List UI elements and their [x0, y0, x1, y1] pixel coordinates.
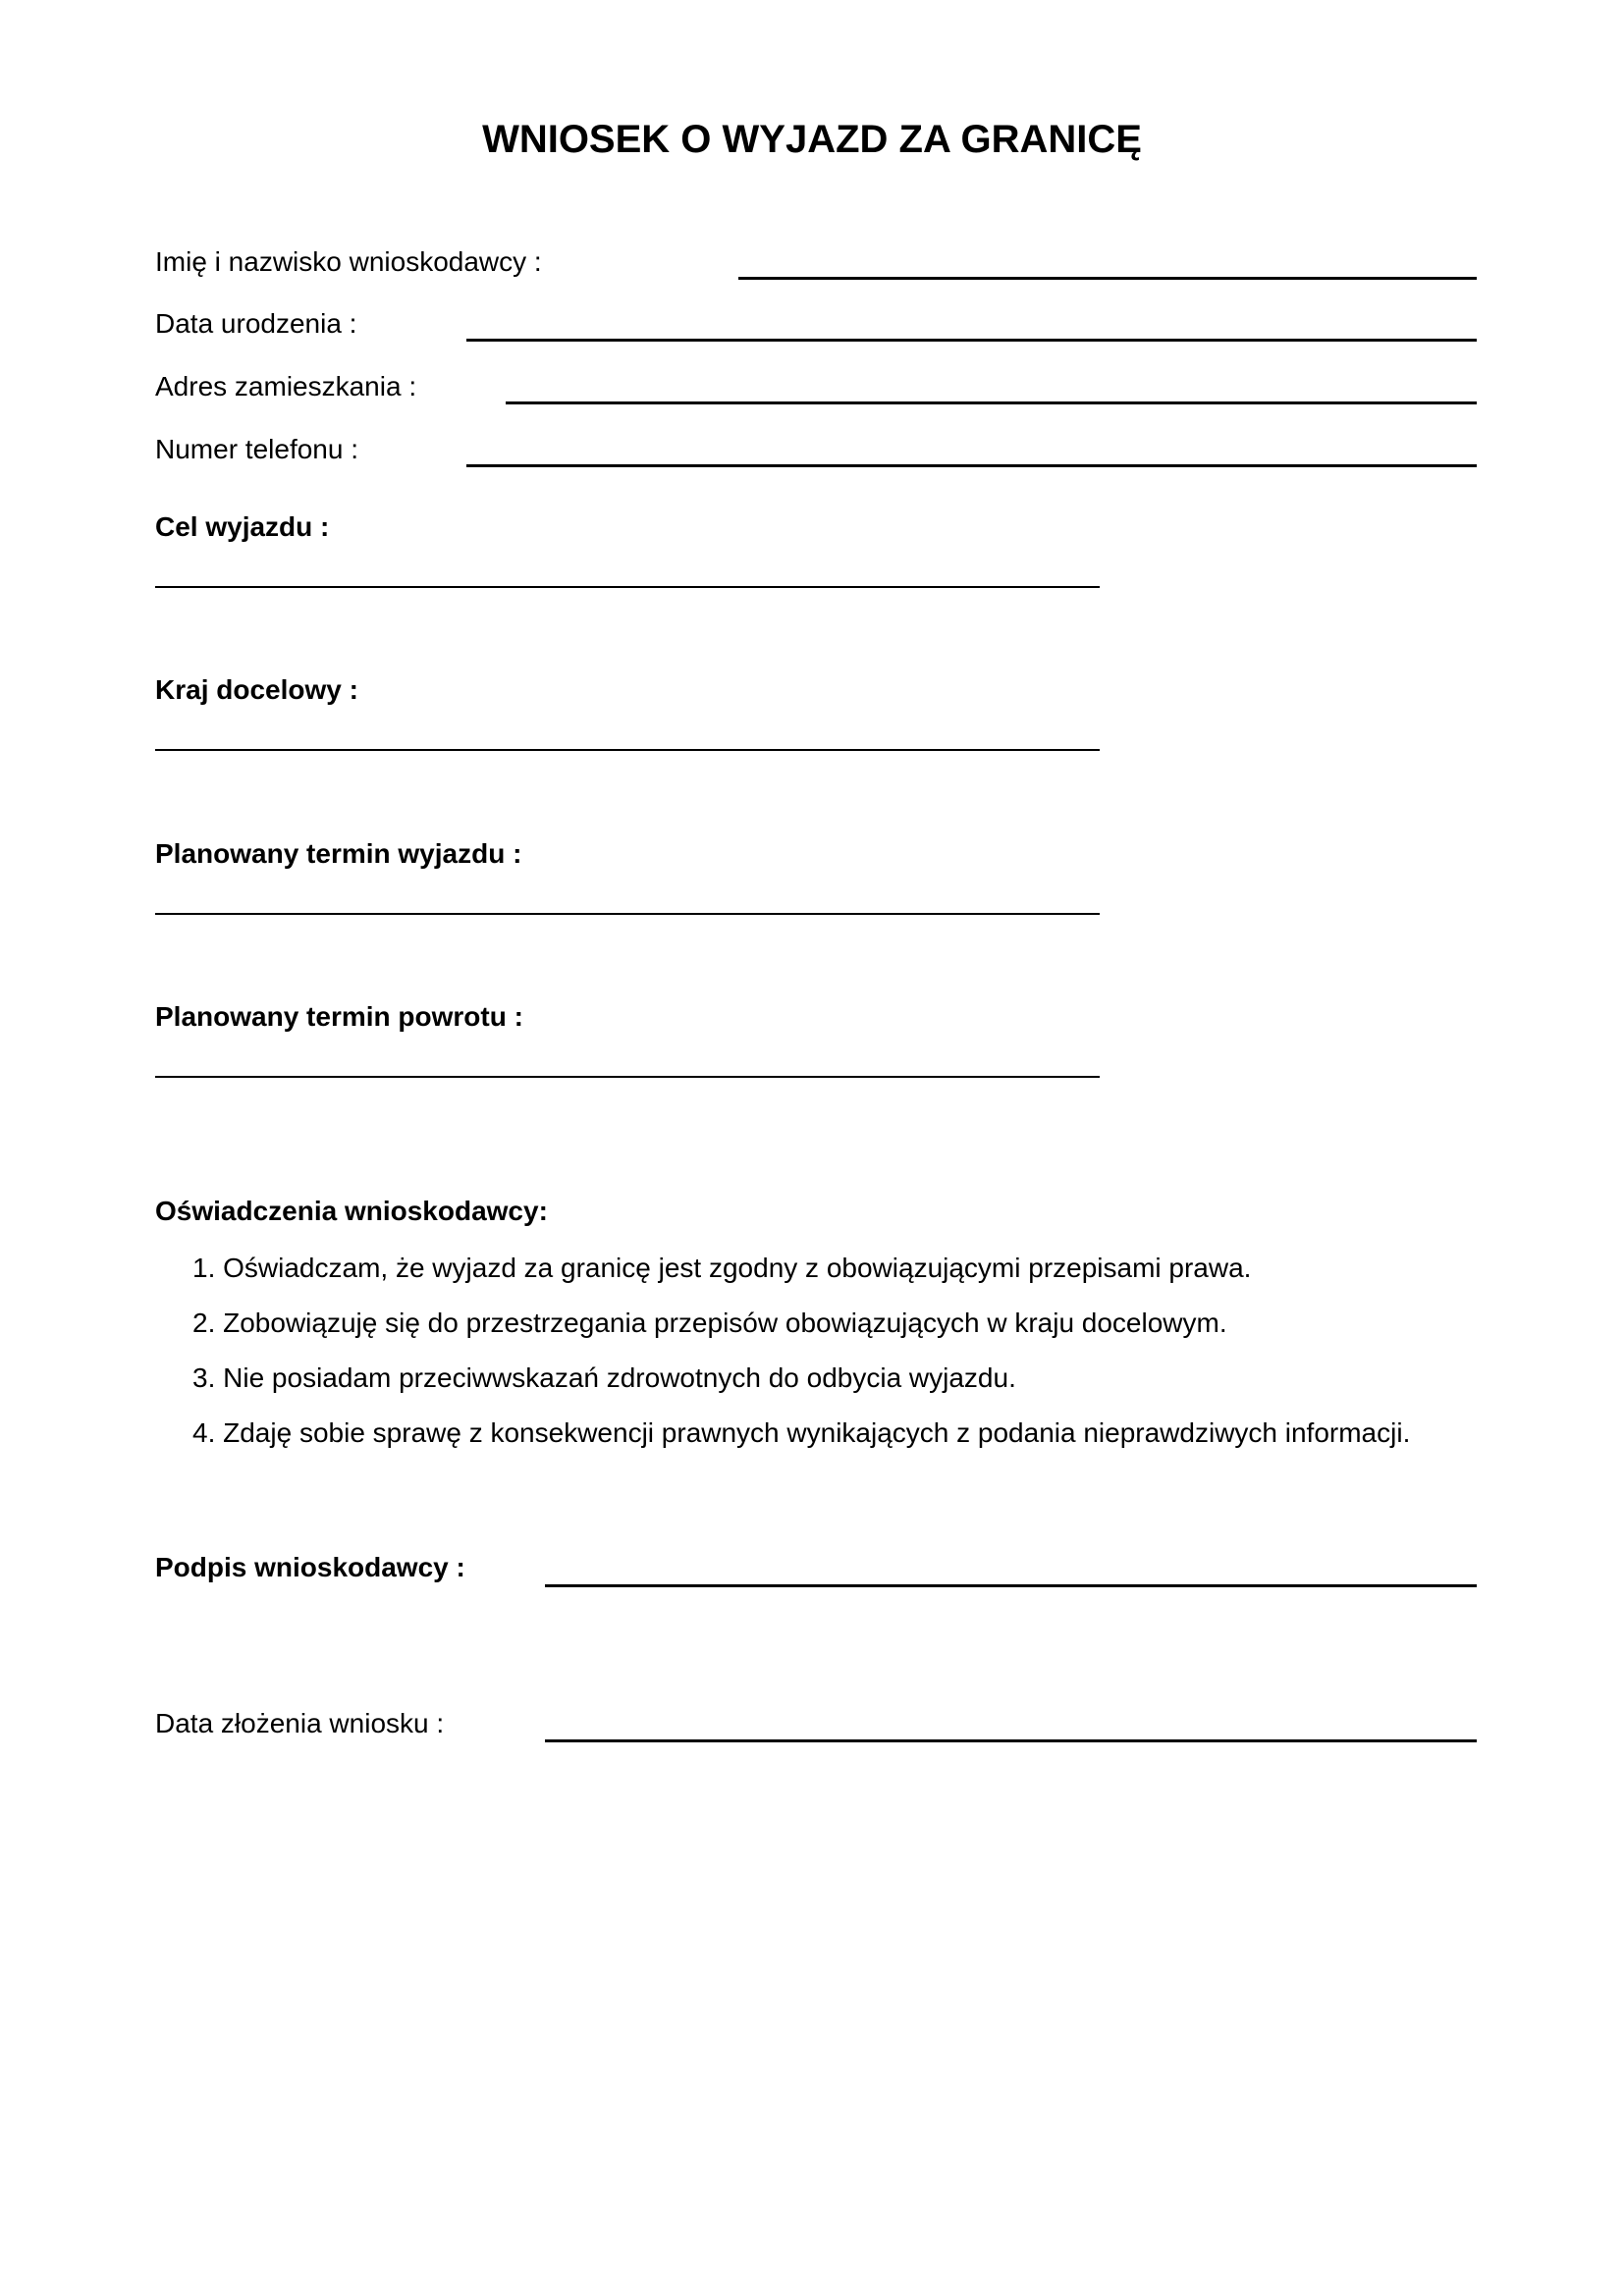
return-date-field[interactable] — [155, 1076, 1100, 1078]
signature-field[interactable] — [545, 1584, 1477, 1587]
departure-date-label: Planowany termin wyjazdu : — [155, 838, 522, 869]
address-label: Adres zamieszkania : — [155, 371, 417, 401]
birth-date-field[interactable] — [466, 339, 1477, 342]
submission-date-field[interactable] — [545, 1739, 1477, 1742]
applicant-name-label: Imię i nazwisko wnioskodawcy : — [155, 246, 542, 277]
declaration-item: 2. Zobowiązuję się do przestrzegania przepisów obowiązujących w kraju docelowym. — [192, 1308, 1227, 1338]
declarations-list — [155, 1249, 1410, 1468]
signature-label: Podpis wnioskodawcy : — [155, 1552, 465, 1582]
destination-country-field[interactable] — [155, 749, 1100, 751]
trip-purpose-field[interactable] — [155, 586, 1100, 588]
submission-date-label: Data złożenia wniosku : — [155, 1708, 445, 1738]
return-date-label: Planowany termin powrotu : — [155, 1001, 523, 1032]
birth-date-label: Data urodzenia : — [155, 308, 357, 339]
applicant-name-field[interactable] — [738, 277, 1477, 280]
destination-country-label: Kraj docelowy : — [155, 674, 358, 705]
declaration-item: 4. Zdaję sobie sprawę z konsekwencji prawnych wynikających z podania nieprawdziwych informacji. — [192, 1417, 1411, 1448]
departure-date-field[interactable] — [155, 913, 1100, 915]
declarations-heading: Oświadczenia wnioskodawcy: — [155, 1196, 548, 1226]
declaration-item: 1. Oświadczam, że wyjazd za granicę jest zgodny z obowiązującymi przepisami prawa. — [192, 1253, 1252, 1283]
declaration-item: 3. Nie posiadam przeciwwskazań zdrowotnych do odbycia wyjazdu. — [192, 1362, 1016, 1393]
phone-field[interactable] — [466, 464, 1477, 467]
document-title: WNIOSEK O WYJAZD ZA GRANICĘ — [482, 118, 1142, 161]
address-field[interactable] — [506, 401, 1477, 404]
phone-label: Numer telefonu : — [155, 434, 358, 464]
trip-purpose-label: Cel wyjazdu : — [155, 511, 330, 542]
